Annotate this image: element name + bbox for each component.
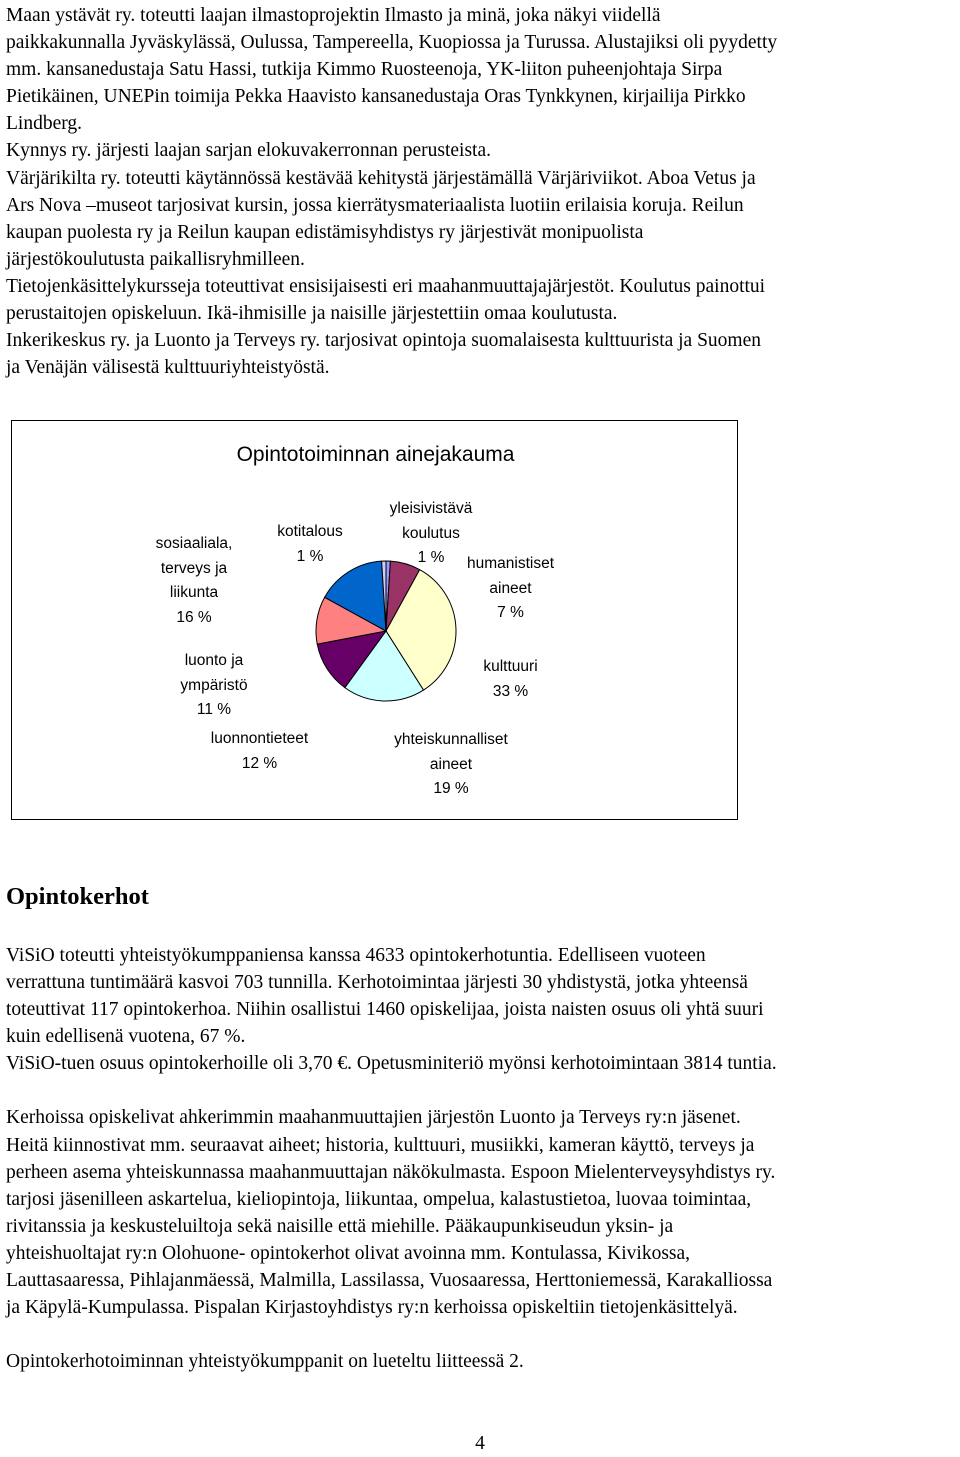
label-humanistiset: humanistiset aineet 7 % (466, 555, 554, 621)
pie-chart-frame (11, 420, 738, 820)
section-text (6, 942, 956, 1375)
paragraph-kerhoissa: Kerhoissa opiskelivat ahkerimmin maahanmuuttajien järjestön Luonto ja Terveys ry:n jäsenet. Heitä kiinnostivat mm. seuraavat aiheet; historia, kulttuuri, musiikki, kameran käyttö, terveys ja perheen asema yhteiskunnassa maahanmuuttajan näkökulmasta. Espoon Mielenterveysyhdistys ry. tarjosi jäsenilleen askartelua, kieliopintoja, liikuntaa, ompelua, kalastustietoa, luovaa toimintaa, rivitanssia ja keskusteluiltoja sekä naisille että miehille. Pääkaupunkiseudun yksin- ja yhteishuoltajat ry:n Olohuone- opintokerhot olivat avoinna mm. Kontulassa, Kivikossa, Lauttasaaressa, Pihlajanmäessä, Malmilla, Lassilassa, Vuosaaressa, Herttoniemessä, Karakalliossa ja Käpylä-Kumpulassa. Pispalan Kirjastoyhdistys ry:n kerhoissa opiskeltiin tietojenkäsittelyä. (6, 1107, 776, 1319)
label-kotitalous: kotitalous 1 % (277, 523, 343, 565)
paragraph-inkerikeskus: Inkerikeskus ry. ja Luonto ja Terveys ry. tarjosivat opintoja suomalaisesta kulttuurista ja Suomen ja Venäjän välisestä kulttuuriyhteistyöstä. (6, 330, 762, 379)
page-number: 4 (475, 1433, 485, 1454)
label-yleisivistava: yleisivistävä koulutus 1 % (389, 500, 473, 566)
paragraph-maan-ystavat: Maan ystävät ry. toteutti laajan ilmastoprojektin Ilmasto ja minä, joka näkyi viidellä paikkakunnalla Jyväskylässä, Oulussa, Tampereella, Kuopiossa ja Turussa. Alustajiksi oli pyydetty mm. kansanedustaja Satu Hassi, tutkija Kimmo Ruosteenoja, YK-liiton puheenjohtaja Sirpa Pietikäinen, UNEPin toimija Pekka Haavisto kansanedustaja Oras Tynkkynen, kirjailija Pirkko Lindberg. (6, 5, 778, 135)
chart-title: Opintotoiminnan ainejakauma (236, 443, 515, 466)
label-yhteiskunnalliset: yhteiskunnalliset aineet 19 % (394, 731, 508, 797)
label-kulttuuri: kulttuuri 33 % (483, 658, 538, 700)
section-heading: Opintokerhot (6, 883, 149, 910)
paragraph-tietojenkasittely: Tietojenkäsittelykursseja toteuttivat ensisijaisesti eri maahanmuuttajajärjestöt. Koulutus painottui perustaitojen opiskeluun. Ikä-ihmisille ja naisille järjestettiin omaa koulutusta. (6, 275, 766, 325)
paragraph-visio-tuki: ViSiO-tuen osuus opintokerhoille oli 3,70 €. Opetusminiteriö myönsi kerhotoimintaan 3814 tuntia. (6, 1053, 777, 1075)
label-luonnontieteet: luonnontieteet 12 % (210, 730, 309, 772)
paragraph-varjarikilta: Värjärikilta ry. toteutti käytännössä kestävää kehitystä järjestämällä Värjäriviikot. Aboa Vetus ja Ars Nova –museot tarjosivat kursin, jossa kierrätysmateriaalista luotiin erilaisia koruja. Reilun kaupan puolesta ry ja Reilun kaupan edistämisyhdistys ry järjestivät monipuolista järjestökoulutusta paikallisryhmilleen. (6, 167, 756, 270)
paragraph-yhteistyokumppanit: Opintokerhotoiminnan yhteistyökumppanit on lueteltu liitteessä 2. (6, 1351, 524, 1373)
intro-text (6, 2, 956, 381)
label-luonto: luonto ja ympäristö 11 % (180, 652, 248, 718)
label-sosiaaliala: sosiaaliala, terveys ja liikunta 16 % (155, 535, 233, 626)
paragraph-visio-tunnit: ViSiO toteutti yhteistyökumppaniensa kanssa 4633 opintokerhotuntia. Edelliseen vuoteen verrattuna tuntimäärä kasvoi 703 tunnilla. Kerhotoimintaa järjesti 30 yhdistystä, jotka yhteensä toteuttivat 117 opintokerhoa. Niihin osallistui 1460 opiskelijaa, joista naisten osuus oli yhtä suuri kuin edellisenä vuotena, 67 %. (6, 945, 764, 1048)
paragraph-kynnys: Kynnys ry. järjesti laajan sarjan elokuvakerronnan perusteista. (6, 140, 491, 162)
